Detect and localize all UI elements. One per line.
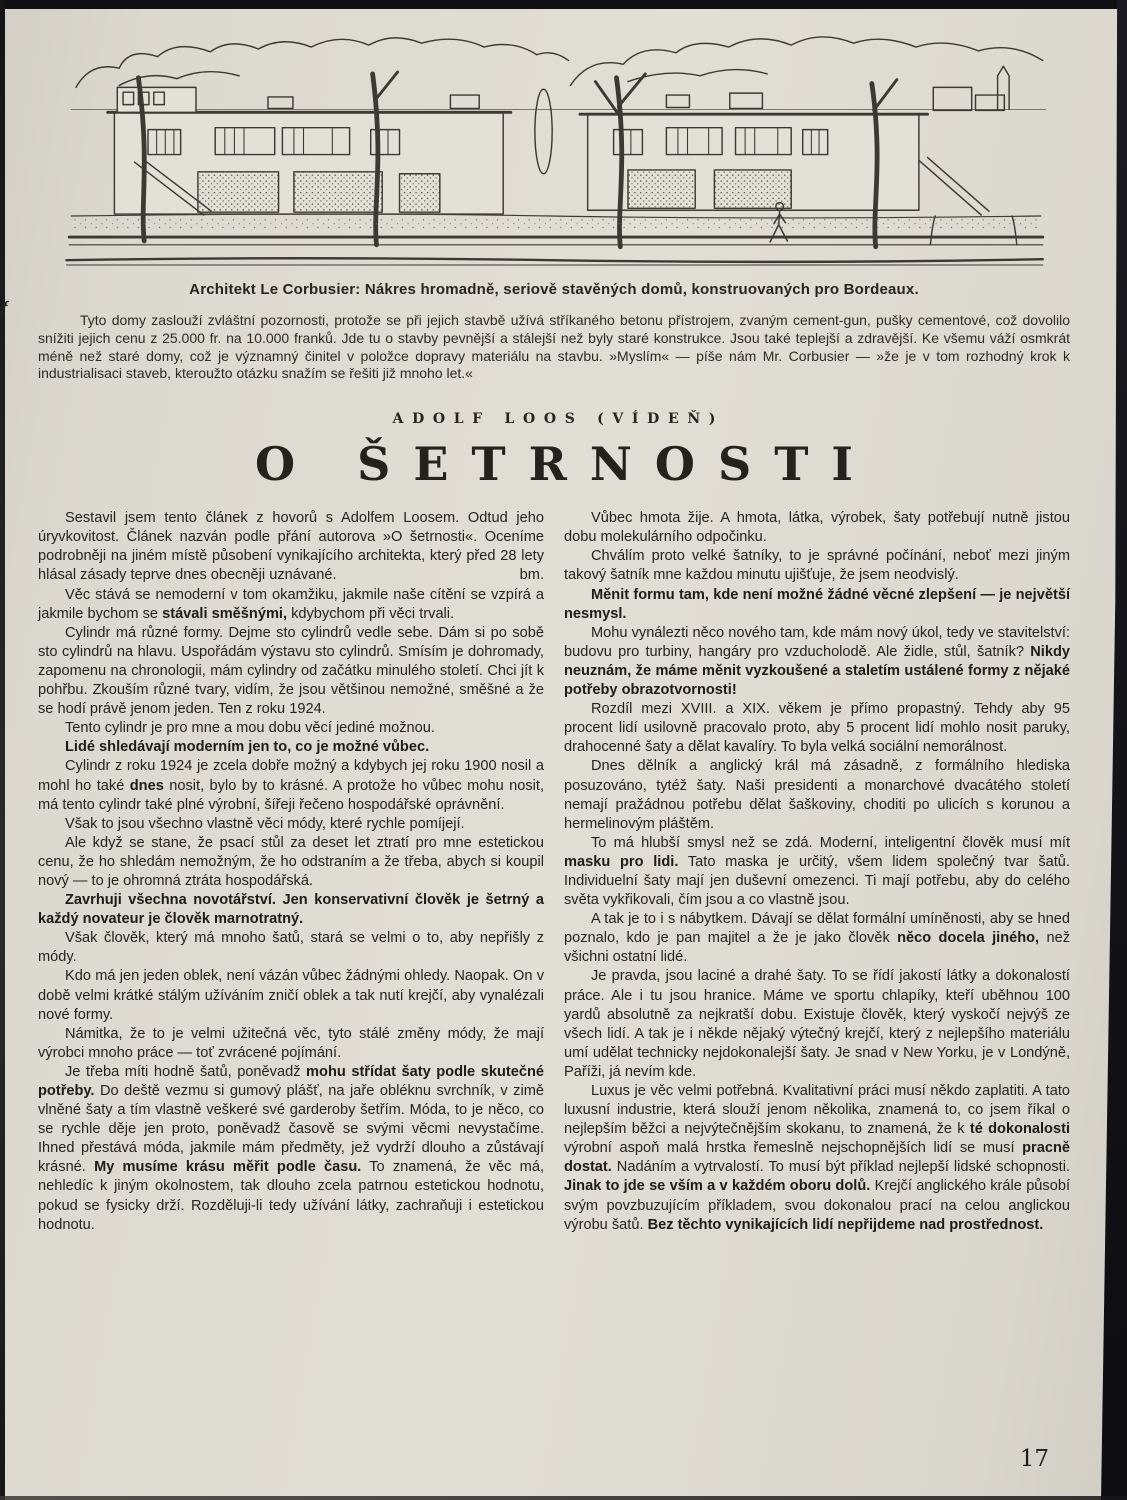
left-column-paragraphs [38,586,544,1235]
right-column [564,509,1070,1235]
paragraph: A tak je to i s nábytkem. Dávají se dělat formální umíněnosti, aby se hned poznalo, kdo je pan majitel a že je jako člověk něco docela jiného, než všichni ostatní lidé. [564,911,1070,966]
paragraph: Však to jsou všechno vlastně věci módy, které rychle pomíjejí. [65,815,465,832]
paragraph: Cylindr z roku 1924 je zcela dobře možný a kdybych jej roku 1900 nosil a mohl ho také dnes nosit, bylo by to krásné. A protože ho vůbec mohu nosit, má tento cylindr také plné výrobní, šířeji řečeno hospodářské oprávnění. [38,758,544,813]
editor-note-signature: bm. [519,567,544,584]
paragraph: Však člověk, který má mnoho šatů, stará se velmi o to, aby nepřišly z módy. [38,930,544,966]
paragraph: Luxus je věc velmi potřebná. Kvalitativní práci musí někdo zaplatiti. A tato luxusní industrie, která slouží jenom několika, znamená to, co jsem říkal o nejlepším běžci a nejvýtečnějším skokanu, to znamená, že k té dokonalosti výrobní aspoň malá hrstka řemeslně nejschopnějších lidí se musí pracně dostat. Nadáním a vytrvalostí. To musí být příklad nejlepší lidské schopnosti. Jinak to jde se vším a v každém oboru dolů. Krejčí anglického krále působí svým povzbuzujícím příkladem, svou dokonalou prací na celou anglickou výrobu šatů. Bez těchto vynikajících lidí nepřijdeme nad prostřednost. [564,1083,1071,1233]
scan-edge-top [0,0,1127,9]
le-corbusier-houses-sketch [52,18,1060,275]
houses-sketch-drawing [52,18,1060,270]
illustration-caption: Architekt Le Corbusier: Nákres hromadně, seriově stavěných domů, konstruovaných pro Bordeaux. [189,281,919,298]
paragraph: Věc stává se nemoderní v tom okamžiku, jakmile naše cítění se vzpírá a jakmile bychom se stávali směšnými, kdybychom při věci trvali. [38,586,544,622]
left-column [38,509,544,1235]
paragraph: Kdo má jen jeden oblek, není vázán vůbec žádnými ohledy. Naopak. On v době velmi krátké stálým užíváním zničí oblek a tak nutí krejčí, aby vynalézali nové formy. [38,968,544,1023]
intro-paragraph: Tyto domy zaslouží zvláštní pozornosti, protože se při jejich stavbě užívá stříkaného betonu přístrojem, zvaným cement-gun, pušky cementové, což dovolilo snížiti jejich cenu z 25.000 fr. na 10.000 franků. Jde tu o stavby pevnější a stálejší než byly staré konstrukce. Jsou také teplejší a zdravější. Ke všemu váží osmkrát méně než staré domy, což je významný činitel v položce dopravy materiálu na stavbu. »Myslím« — píše nám Mr. Corbusier — »že je v tom rozhodný krok k industrialisaci staveb, kteroužto otázku snažím se řešiti již mnoho let.« [38,312,1070,382]
paragraph: Lidé shledávají moderním jen to, co je možné vůbec. [65,739,430,756]
paragraph: Námitka, že to je velmi užitečná věc, tyto stálé změny módy, že mají výrobci mnoho práce — toť zvrácené pojímání. [38,1025,544,1061]
article-author: ADOLF LOOS (VÍDEŇ) [392,411,725,428]
scan-edge-right [1101,0,1127,1500]
editor-note [38,509,544,585]
article-columns [38,509,1070,1235]
paragraph: Je pravda, jsou laciné a drahé šaty. To se řídí jakostí látky a dokonalostí práce. Ale i tu jsou hranice. Máme ve sportu chlapíky, kteří uběhnou 100 yardů absolutně za nejkratší dobu. Existuje člověk, který vyskočí nejvýš ze všech lidí. A tak je i někde nějaký výtečný krejčí, který z nejlepšího materiálu umí udělat technicky nejdokonalejší šaty. Je snad v New Yorku, je v Londýně, Paříži, já nevím kde. [564,968,1070,1080]
page-number: 17 [1019,1446,1049,1472]
scan-edge-left [0,0,5,1500]
paragraph: Je třeba míti hodně šatů, poněvadž mohu střídat šaty podle skutečné potřeby. Do deště vezmu si gumový plášť, na jaře obléknu svrchník, v zimě vlněné šaty a tím vlastně veškeré své garderoby šetřím. Móda, to je něco, co se rychle děje jen proto, poněvadž časově se svými věcmi nevystačíme. Ihned přestává móda, jakmile mám předměty, jež vydrží dlouho a zůstávají krásné. My musíme krásu měřit podle času. To znamená, že věc má, nehledíc k jiným okolnostem, tak dlouho zcela patrnou estetickou hodnotu, pokud se fysicky drží. Rozděluji-li tedy užívání látky, zachraňuji i estetickou hodnotu. [38,1063,544,1233]
paragraph: Tento cylindr je pro mne a mou dobu věcí jediné možnou. [65,720,435,737]
editor-note-text: Sestavil jsem tento článek z hovorů s Adolfem Loosem. Odtud jeho úryvkovitost. Článek nazván podle přání autorova »O šetrnosti«. Oceníme podrobněji na jiném místě působení vynikajícího architekta, který před 28 lety hlásal zásady teprve dnes obecněji uznávané. [38,510,544,584]
paragraph: Rozdíl mezi XVIII. a XIX. věkem je přímo propastný. Tehdy aby 95 procent lidí usilovně pracovalo proto, aby 5 procent lidí mohlo nosit paruky, drahocenné šaty a dělat kavalíry. To byla velká sociální nemorálnost. [564,701,1070,756]
paragraph: Mohu vynálezti něco nového tam, kde mám nový úkol, tedy ve stavitelství: budovu pro turbiny, hangáry pro vzducholodě. Ale židle, stůl, šatník? Nikdy neuznám, že máme měnit vyzkoušené a staletím ustálené formy z nějaké potřeby obrazotvornosti! [564,624,1070,699]
paragraph: To má hlubší smysl než se zdá. Moderní, inteligentní člověk musí mít masku pro lidi. Tato maska je určitý, všem lidem společný tvar šatů. Individuelní šaty mají jen duševní omezenci. Ti mají potřebu, aby do celého světa vykřikovali, čím jsou a co vlastně jsou. [564,834,1070,909]
scan-edge-bottom [0,1496,1127,1500]
paragraph: Zavrhuji všechna novotářství. Jen konservativní člověk je šetrný a každý novateur je člověk marnotratný. [38,892,544,928]
paragraph: Chválím proto velké šatníky, to je správné počínání, neboť mezi jiným takový šatník mne každou minutu ujišťuje, že jsem neodvislý. [564,548,1070,584]
right-column-paragraphs [564,509,1070,1235]
paragraph: Ale když se stane, že psací stůl za deset let ztratí pro mne estetickou cenu, že ho shledám nemožným, že ho odstraním a že třeba, abych si koupil nový — to je ohromná ztráta hospodářská. [38,834,544,889]
paragraph: Dnes dělník a anglický král má zásadně, z formálního hlediska posuzováno, tytéž šaty. Naši presidenti a monarchové dvacátého století nemají pražádnou potřebu dělat šaškoviny, choditi po ulicích s korunou a hermelinovým pláštěm. [564,758,1070,832]
paragraph: Měnit formu tam, kde není možné žádné věcné zlepšení — je největší nesmysl. [564,586,1070,622]
ink-smudge: 𝑓 [0,297,9,321]
article-title: O ŠETRNOSTI [255,437,876,492]
paragraph: Cylindr má různé formy. Dejme sto cylindrů vedle sebe. Dám si po sobě sto cylindrů na hlavu. Uspořádám výstavu sto cylindrů. Smísím je dohromady, zapomenu na chronologii, mám cylindry od začátku minulého století. Chci jít k pohřbu. Zkouším různé tvary, vidím, že jsou většinou nemožné, směšné a že se hodí právě jenom jeden. Ten z roku 1924. [38,624,544,718]
paragraph: Vůbec hmota žije. A hmota, látka, výrobek, šaty potřebují nutně jistou dobu molekulárního odpočinku. [564,510,1070,546]
